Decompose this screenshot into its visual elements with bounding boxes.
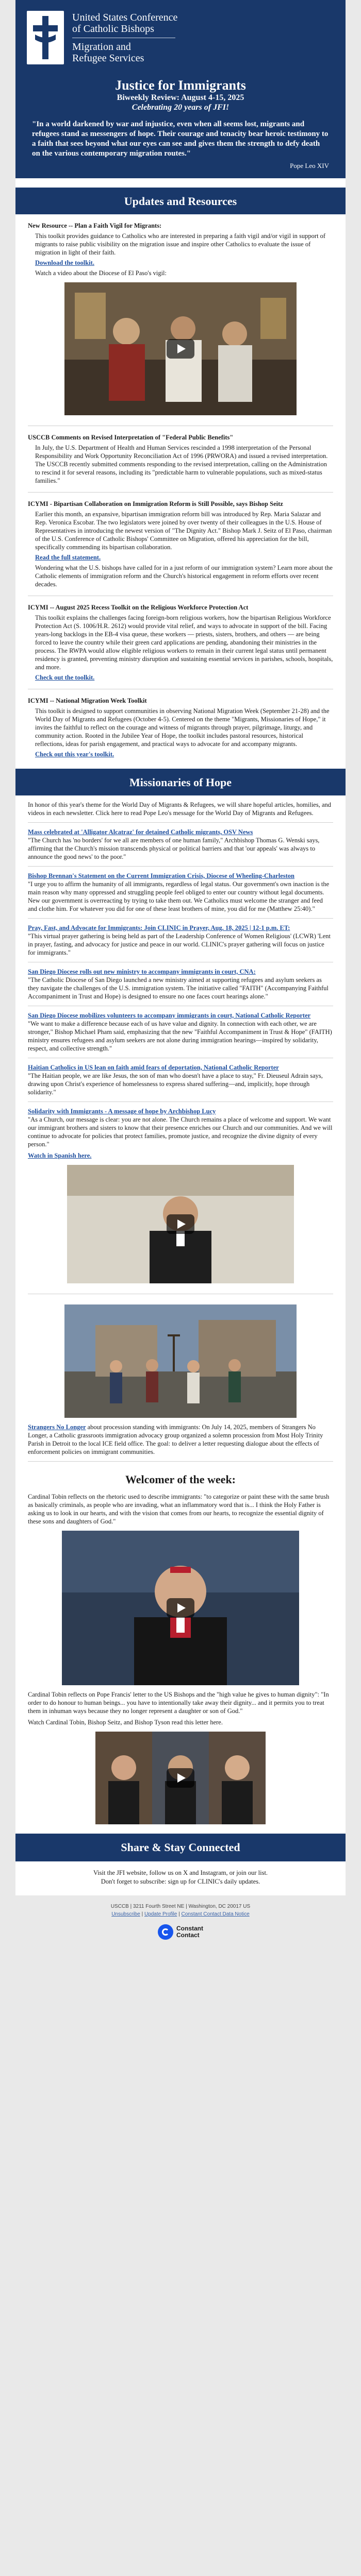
- share-line-subscribe: Don't forget to subscribe: sign up for CLINIC's daily updates.: [101, 1878, 260, 1885]
- article-item: [28, 1058, 333, 1102]
- read-statement-link[interactable]: Read the full statement.: [35, 554, 101, 561]
- share-line-follow: Visit the JFI website, follow us on X and Instagram, or join our list.: [93, 1869, 268, 1876]
- article-excerpt: about procession standing with immigrants: On July 14, 2025, members of Strangers No Longer, a Catholic grassroots immigration advocacy group organized a solemn procession from Most Holy Trinity Parish in Detroit to the local ICE field office. The goal: to deliver a letter requesting dialogue about the effects of enforcement policies on immigrant communities.: [28, 1423, 323, 1455]
- article-item: [28, 823, 333, 867]
- constant-contact-icon: [158, 1924, 173, 1940]
- archbishop-video-thumbnail[interactable]: [67, 1165, 294, 1283]
- spanish-video-link[interactable]: Watch in Spanish here.: [28, 1152, 92, 1159]
- dept-line-1: Migration and: [72, 41, 131, 53]
- article-link[interactable]: Bishop Brennan's Statement on the Current Immigration Crisis, Diocese of Wheeling-Charleston: [28, 872, 295, 879]
- update-body: Earlier this month, an expansive, bipartisan immigration reform bill was introduced by Rep. Maria Salazar and Rep. Veronica Escobar. The two legislators were joined by over twenty of their colleagues in the U.S. House of Representatives in introducing the newest version of "The Dignity Act." Bishop Mark J. Seitz of El Paso, chairman of the U.S. Conference of Catholic Bishops' Committee on Migration, offered his appreciation for the bill, specifically commending its bipartisan collaboration.: [35, 511, 332, 551]
- update-note: Watch a video about the Diocese of El Paso's vigil:: [35, 269, 167, 277]
- cc-word-1: Constant: [176, 1925, 203, 1932]
- section-title-welcomer: Welcomer of the week:: [125, 1473, 236, 1486]
- update-heading: New Resource -- Plan a Faith Vigil for Migrants:: [28, 222, 162, 229]
- vigil-video-thumbnail[interactable]: [64, 282, 297, 415]
- article-link[interactable]: Haitian Catholics in US lean on faith amid fears of deportation, National Catholic Reporter: [28, 1064, 279, 1071]
- article-link[interactable]: Strangers No Longer: [28, 1423, 86, 1431]
- quote-citation-link[interactable]: Pope Leo XIV: [290, 162, 329, 170]
- article-link[interactable]: Mass celebrated at 'Alligator Alcatraz' for detained Catholic migrants, OSV News: [28, 828, 253, 836]
- procession-photo: [64, 1304, 297, 1418]
- update-item: [28, 596, 333, 689]
- article-item: [28, 1102, 333, 1294]
- update-item: [28, 689, 333, 766]
- article-excerpt: "The Haitian people, we are like Jesus, the son of man who doesn't have a place to stay," Fr. Dieuseul Adrain says, drawing upon Christ's experience of homelessness to express shared suffering—and, implicitly, hope through solidarity.": [28, 1072, 323, 1096]
- welcomer-body: [15, 1493, 346, 1824]
- update-item: [28, 214, 333, 426]
- play-icon[interactable]: [167, 339, 194, 359]
- article-excerpt: "I urge you to affirm the humanity of all immigrants, regardless of legal status. Our government's own inaction is the main reason why many oppressed and struggling people feel obliged to enter our country without legal documents. New our government is overreacting by trying to take them out. We Catholics must welcome the stranger and feed and clothe him. For whatever you did for one of these least brothers of mine, you did for me (Matthew 25:40).": [28, 880, 330, 912]
- article-item: [28, 1006, 333, 1058]
- article-item: [28, 962, 333, 1006]
- article-item: [28, 919, 333, 962]
- section-title-missionaries: Missionaries of Hope: [15, 769, 346, 795]
- constant-contact-logo[interactable]: [0, 1924, 361, 1940]
- org-line-1: United States Conference: [72, 11, 178, 23]
- dept-line-2: Refugee Services: [72, 52, 144, 64]
- article-excerpt: "The Catholic Diocese of San Diego launched a new ministry aimed at supporting refugees and asylum seekers as they navigate the challenges of the U.S. immigration system. The initiative called "FAITH" (Accompanying Faithful Accompaniment in Trust and Hope) is designed to ensure no one faces court hearings alone.": [28, 976, 329, 1000]
- article-link[interactable]: San Diego Diocese rolls out new ministry to accompany immigrants in court, CNA:: [28, 968, 256, 975]
- cc-word-2: Contact: [176, 1931, 200, 1939]
- article-item: [28, 1294, 333, 1462]
- update-heading: USCCB Comments on Revised Interpretation of "Federal Public Benefits": [28, 434, 234, 441]
- update-body: In July, the U.S. Department of Health and Human Services rescinded a 1998 interpretation of the Personal Responsibility and Work Opportunity Reconciliation Act of 1996 (PRWORA) and issued a revised interpretation. The USCCB recently submitted comments responding to the revised interpretation, calling on the Administration to rescind it for several reasons, including its "predictable harm to vulnerable populations, such as mixed-status families.": [35, 444, 328, 484]
- update-body: This toolkit is designed to support communities in observing National Migration Week (September 21-28) and the World Day of Migrants and Refugees (October 4-5). Centered on the theme "Migrants, Missionaries of Hope," it invites the faithful to reflect on the courage and witness of migrants through prayer, pilgrimage, liturgy, and community action. Rooted in the Jubilee Year of Hope, the toolkit includes pastoral resources, historical reflections, ideas for parish engagement, and practical ways to advocate for and accompany migrants.: [35, 707, 330, 748]
- update-item: [28, 426, 333, 493]
- article-item: [28, 867, 333, 919]
- email-container: [15, 0, 346, 1895]
- data-notice-link[interactable]: Constant Contact Data Notice: [181, 1911, 250, 1917]
- org-name: [72, 12, 177, 64]
- article-excerpt: "As a Church, our message is clear: you are not alone. The Church remains a place of welcome and support. We want our immigrant brothers and sisters to know that their presence enriches our Church and our communities. And we will continue to advocate for policies that protect families, promote justice, and recognize the divine dignity of every person.": [28, 1116, 333, 1148]
- update-heading: ICYMI - Bipartisan Collaboration on Immigration Reform is Still Possible, says Bishop Seitz: [28, 500, 283, 507]
- newsletter-banner: [15, 75, 346, 114]
- article-excerpt: "The Church has 'no borders' for we all are members of one human family," Archbishop Thomas G. Wenski says, affirming that the Church's mission transcends physical or political barriers and that 'our appeals' was always to announce the good news' to the poor.": [28, 837, 320, 860]
- missionaries-list: [15, 795, 346, 1462]
- unsubscribe-link[interactable]: Unsubscribe: [111, 1911, 140, 1917]
- cardinal-video-thumbnail[interactable]: [62, 1531, 299, 1685]
- article-excerpt: "This virtual prayer gathering is being held as part of the Leadership Conference of Women Religious' (LCWR) 'Lent in prayer, fasting, and advocacy for justice and peace in our world. CLINIC's prayer gathering will focus on justice for immigrants.": [28, 933, 331, 956]
- update-heading: ICYMI -- National Migration Week Toolkit: [28, 697, 147, 704]
- watch-letter-link[interactable]: Watch Cardinal Tobin, Bishop Seitz, and Bishop Tyson read this letter here.: [28, 1719, 223, 1726]
- update-body: This toolkit provides guidance to Catholics who are interested in preparing a faith vigil and/or vigil in support of migrants to raise public visibility on the migration issue and inspire other Catholics to evaluate the issue of migration in light of their faith.: [35, 232, 326, 256]
- updates-list: [15, 214, 346, 766]
- play-icon[interactable]: [167, 1214, 194, 1234]
- update-body: This toolkit explains the challenges facing foreign-born religious workers, how the bipartisan Religious Workforce Protection Act (S. 1006/H.R. 2612) would provide vital relief, and ways to advocate in support of the bill. Facing years-long backlogs in the EB-4 visa queue, these workers — priests, sisters, brothers, and others — are being forced to leave the country while their green card applications are pending, abandoning their ministries in the process. The RWPA would allow eligible religious workers to remain in their current legal status until permanent residency is granted, preventing ministry disruption and sustaining essential services in parishes, schools, hospitals, and more.: [35, 614, 333, 671]
- newsletter-subtitle: Biweekly Review: August 4-15, 2025: [117, 93, 244, 102]
- article-link[interactable]: Solidarity with Immigrants - A message of hope by Archbishop Lucy: [28, 1108, 216, 1115]
- share-text: [15, 1861, 346, 1895]
- missionaries-intro: In honor of this year's theme for the World Day of Migrants & Refugees, we will share hopeful articles, homilies, and videos in each newsletter. Click here to read Pope Leo's message for the World Day of Migrants and Refugees.: [28, 795, 333, 823]
- play-icon[interactable]: [167, 1768, 194, 1788]
- pope-quote: [15, 114, 346, 178]
- nmw-toolkit-link[interactable]: Check out this year's toolkit.: [35, 751, 114, 758]
- section-title-share: Share & Stay Connected: [15, 1834, 346, 1861]
- update-profile-link[interactable]: Update Profile: [144, 1911, 177, 1917]
- update-item: [28, 493, 333, 596]
- article-link[interactable]: San Diego Diocese mobilizes volunteers to accompany immigrants in court, National Catholic Reporter: [28, 1012, 311, 1019]
- usccb-cross-icon: [27, 11, 64, 64]
- org-line-2: of Catholic Bishops: [72, 23, 154, 35]
- recess-toolkit-link[interactable]: Check out the toolkit.: [35, 674, 95, 681]
- update-note: Wondering what the U.S. bishops have called for in a just reform of our immigration system? Learn more about the Catholic elements of immigration reform and the Church's historical engagement in reform efforts over recent decades.: [35, 564, 333, 588]
- play-icon[interactable]: [167, 1598, 194, 1618]
- newsletter-tagline: Celebrating 20 years of JFI!: [132, 103, 229, 112]
- welcomer-paragraph: Cardinal Tobin reflects on the rhetoric used to describe immigrants: "to categorize or paint these with the same brush as basically criminals, as people who are invading, what an inflammatory word that is... I think the Holy Father is asking us to look in our hearts, and with the vision that comes from our hearts, to recognize the essential dignity of these sons and daughters of God.": [28, 1493, 330, 1525]
- welcomer-paragraph: Cardinal Tobin reflects on Pope Francis' letter to the US Bishops and the "high value he gives to human dignity": "In order to do honour to human beings... you have to intentionally take away their dignity... and it permits you to treat them in inhuman ways because they no longer represent a daughter or son of God.": [28, 1691, 329, 1715]
- email-header: [15, 0, 346, 75]
- quote-text: "In a world darkened by war and injustice, even when all seems lost, migrants and refugees stand as messengers of hope. Their courage and tenacity bear heroic testimony to a faith that sees beyond what our eyes can see and gives them the strength to defy death on the various contemporary migration routes.": [32, 120, 329, 158]
- footer-address: USCCB | 3211 Fourth Street NE | Washington, DC 20017 US: [110, 1904, 251, 1909]
- article-excerpt: "We want to make a difference because each of us have value and dignity. In connection with each other, we are stronger," Bishop Michael Pham said, emphasizing that the new "Faithful Accompaniment in Trust & Hope" (FAITH) ministry ensures refugees and asylum seekers are not alone during immigration hearings—inspired by solidarity, respect, and collective strength.": [28, 1020, 332, 1052]
- bishops-letter-thumbnail[interactable]: [95, 1732, 266, 1824]
- download-toolkit-link[interactable]: Download the toolkit.: [35, 259, 94, 266]
- email-footer: USCCB | 3211 Fourth Street NE | Washington, DC 20017 US Unsubscribe | Update Profile | Constant Contact Data Notice Constant Contact: [0, 1895, 361, 1955]
- section-title-updates: Updates and Resources: [15, 188, 346, 214]
- update-heading: ICYMI -- August 2025 Recess Toolkit on the Religious Workforce Protection Act: [28, 604, 249, 611]
- article-link[interactable]: Pray, Fast, and Advocate for Immigrants: Join CLINIC in Prayer, Aug. 18, 2025 | 12-1 p.m. ET:: [28, 924, 290, 931]
- newsletter-title: Justice for Immigrants: [115, 78, 246, 93]
